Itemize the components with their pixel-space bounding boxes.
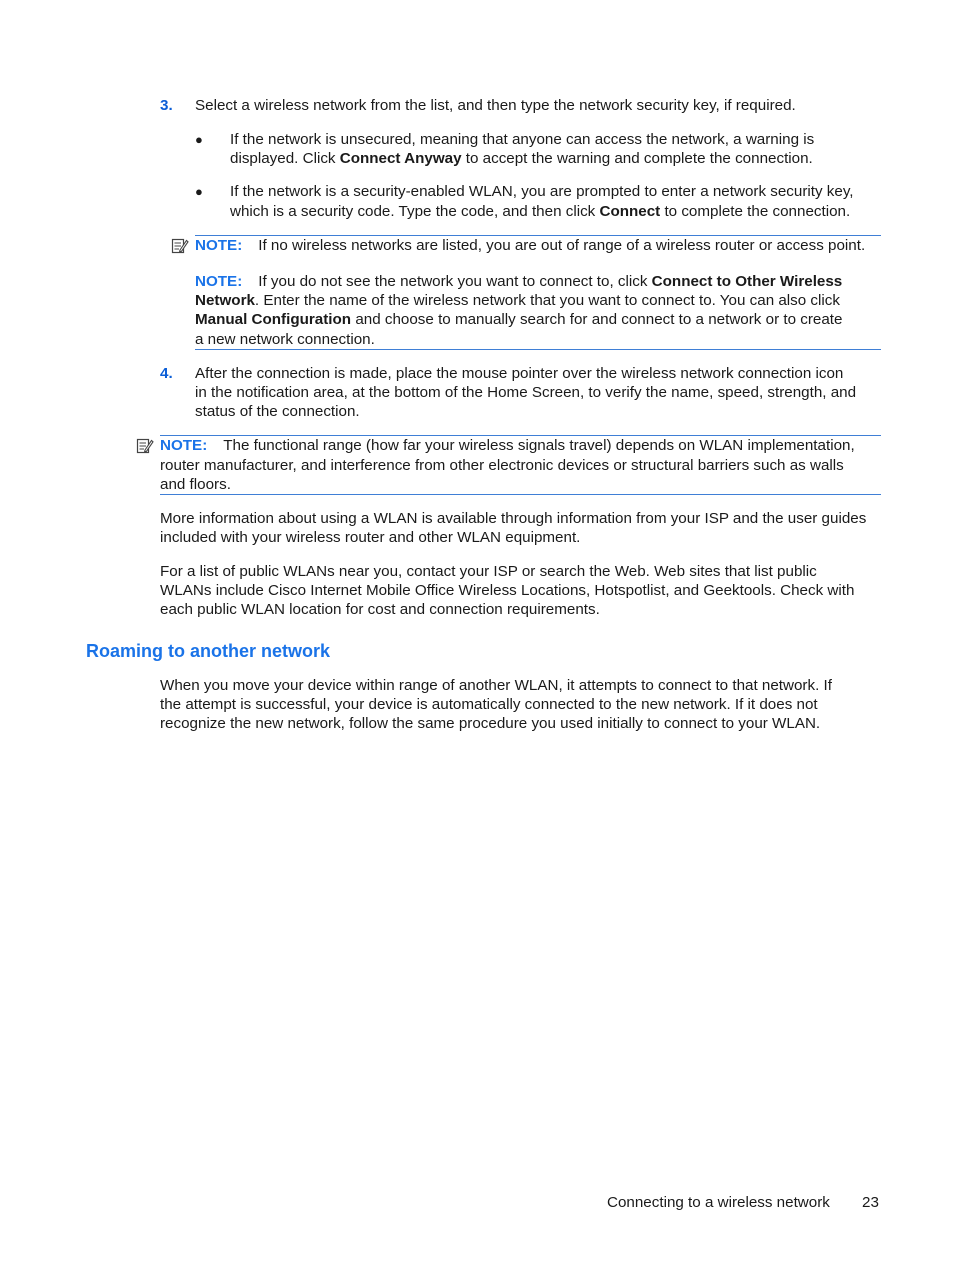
- step-4-number: 4.: [160, 365, 173, 382]
- step-3-text: Select a wireless network from the list, and then type the network security key, if required.: [195, 97, 796, 114]
- note-2-bold-3: Manual Configuration: [195, 311, 352, 328]
- bullet-1-line-1: If the network is unsecured, meaning that anyone can access the network, a warning is: [230, 131, 815, 148]
- bullet-1-bold: Connect Anyway: [339, 150, 462, 167]
- page-number: 23: [862, 1194, 879, 1211]
- bullet-2-bold: Connect: [599, 203, 661, 220]
- note-2-line-2: [195, 291, 840, 310]
- note-1-text: If no wireless networks are listed, you are out of range of a wireless router or access point.: [258, 237, 866, 254]
- note-3-line-1: [160, 436, 855, 455]
- bullet-2-line-2: [230, 202, 850, 221]
- para-2-line-1: For a list of public WLANs near you, contact your ISP or search the Web. Web sites that list public: [160, 563, 817, 580]
- note-3-line-3: and floors.: [160, 476, 231, 493]
- note-2-text-1a: If you do not see the network you want to connect to, click: [258, 273, 652, 290]
- note-3-line-2: router manufacturer, and interference from other electronic devices or structural barriers such as walls: [160, 457, 844, 474]
- note-2-line-3: [195, 310, 842, 329]
- note-2-text-3b: and choose to manually search for and connect to a network or to create: [351, 311, 843, 328]
- note-2-bottom-rule: [195, 349, 881, 350]
- step-4-line-2: in the notification area, at the bottom of the Home Screen, to verify the name, speed, strength, and: [195, 384, 857, 401]
- bullet-glyph: ●: [195, 132, 203, 147]
- section-heading: Roaming to another network: [86, 641, 331, 661]
- bullet-2-text-c: to complete the connection.: [660, 203, 851, 220]
- para-2-line-2: WLANs include Cisco Internet Mobile Office Wireless Locations, Hotspotlist, and Geektools. Check with: [160, 582, 855, 599]
- bullet-glyph: ●: [195, 184, 203, 199]
- section-line-3: recognize the new network, follow the same procedure you used initially to connect to your WLAN.: [160, 715, 821, 732]
- note-1-label: NOTE:: [195, 237, 243, 254]
- para-1-line-1: More information about using a WLAN is available through information from your ISP and the user guides: [160, 510, 867, 527]
- step-4-line-1: After the connection is made, place the mouse pointer over the wireless network connection icon: [195, 365, 844, 382]
- note-2-bold-2: Network: [195, 292, 255, 309]
- note-3-bottom-rule: [160, 494, 881, 495]
- bullet-1-text-c: to accept the warning and complete the connection.: [461, 150, 813, 167]
- step-3-number: 3.: [160, 97, 173, 114]
- note-3-text-1: The functional range (how far your wireless signals travel) depends on WLAN implementation,: [223, 437, 855, 454]
- note-2-label: NOTE:: [195, 273, 243, 290]
- note-2-text-2b: . Enter the name of the wireless network that you want to connect to. You can also click: [254, 292, 840, 309]
- note-2-line-1: [195, 272, 842, 291]
- bullet-2-text-a: which is a security code. Type the code, and then click: [230, 203, 600, 220]
- para-2-line-3: each public WLAN location for cost and connection requirements.: [160, 601, 600, 618]
- bullet-2-line-1: If the network is a security-enabled WLAN, you are prompted to enter a network security key,: [230, 183, 854, 200]
- step-4-line-3: status of the connection.: [195, 403, 360, 420]
- footer-title: Connecting to a wireless network: [607, 1194, 830, 1211]
- section-line-1: When you move your device within range of another WLAN, it attempts to connect to that network. If: [160, 677, 832, 694]
- note-1: [195, 236, 865, 255]
- note-2-bold-1: Connect to Other Wireless: [651, 273, 843, 290]
- bullet-1-line-2: [230, 149, 813, 168]
- note-3-label: NOTE:: [160, 437, 208, 454]
- para-1-line-2: included with your wireless router and other WLAN equipment.: [160, 529, 581, 546]
- note-pencil-icon: [171, 237, 189, 255]
- note-2-line-4: a new network connection.: [195, 331, 375, 348]
- note-pencil-icon: [136, 437, 154, 455]
- section-line-2: the attempt is successful, your device is automatically connected to the new network. If it does not: [160, 696, 818, 713]
- bullet-1-text-a: displayed. Click: [230, 150, 340, 167]
